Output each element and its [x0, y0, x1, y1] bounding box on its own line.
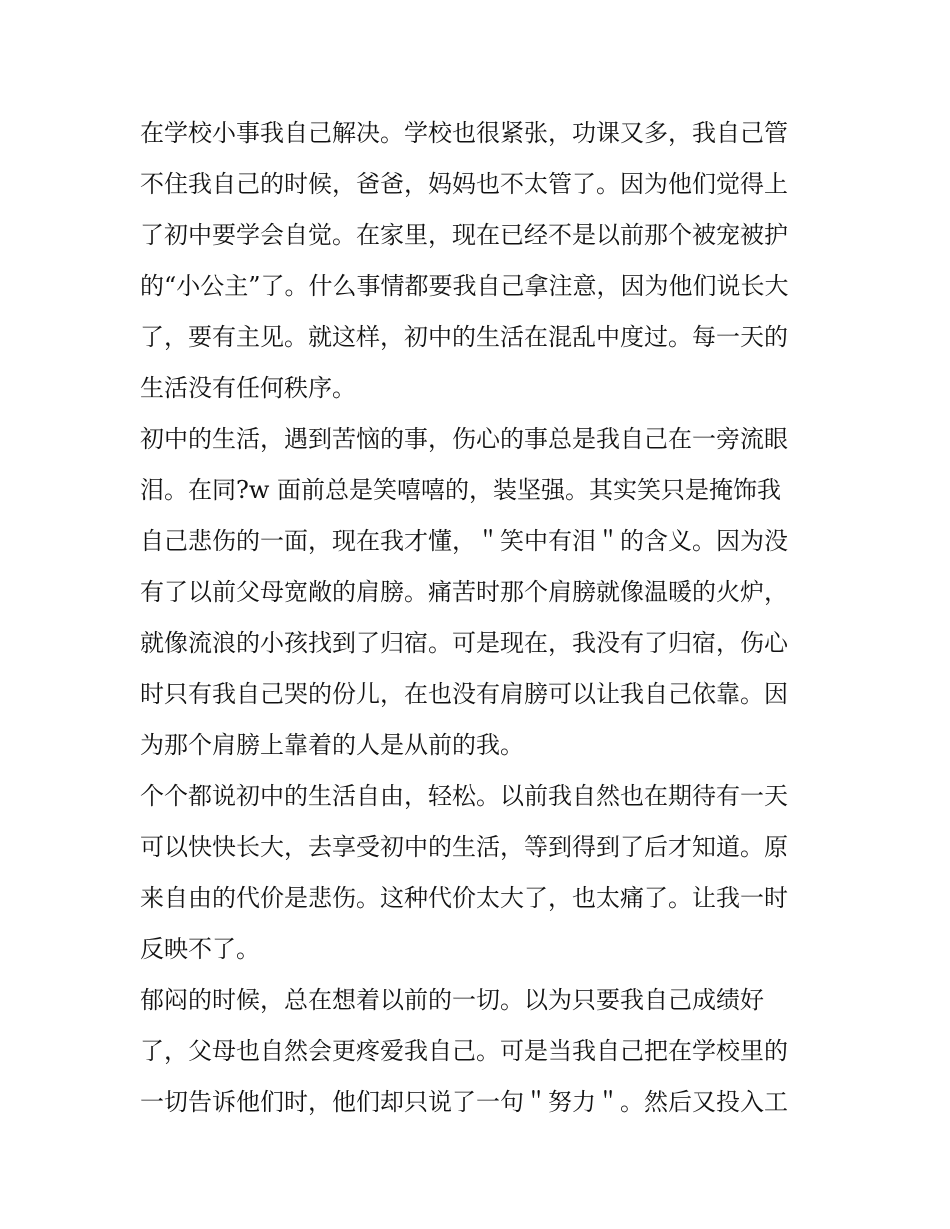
- text-line: 反映不了。: [140, 935, 260, 963]
- text-line: 个个都说初中的生活自由，轻松。以前我自然也在期待有一天: [140, 782, 788, 810]
- text-line: 了初中要学会自觉。在家里，现在已经不是以前那个被宠被护: [140, 221, 788, 249]
- text-line: 就像流浪的小孩找到了归宿。可是现在，我没有了归宿，伤心: [140, 629, 788, 657]
- text-line: 一切告诉他们时，他们却只说了一句＂努力＂。然后又投入工: [140, 1088, 788, 1116]
- text-line: 有了以前父母宽敞的肩膀。痛苦时那个肩膀就像温暖的火炉，: [140, 578, 788, 606]
- text-line: 时只有我自己哭的份儿，在也没有肩膀可以让我自己依靠。因: [140, 680, 788, 708]
- text-line: 的“小公主”了。什么事情都要我自己拿注意，因为他们说长大: [140, 272, 789, 300]
- text-line: 为那个肩膀上靠着的人是从前的我。: [140, 731, 524, 759]
- body-text: [140, 108, 820, 1128]
- text-line: 了，父母也自然会更疼爱我自己。可是当我自己把在学校里的: [140, 1037, 788, 1065]
- text-line: 郁闷的时候，总在想着以前的一切。以为只要我自己成绩好: [140, 986, 764, 1014]
- text-line: 生活没有任何秩序。: [140, 374, 356, 402]
- text-line: 初中的生活，遇到苦恼的事，伤心的事总是我自己在一旁流眼: [140, 425, 788, 453]
- text-line: 可以快快长大，去享受初中的生活，等到得到了后才知道。原: [140, 833, 788, 861]
- text-line: 来自由的代价是悲伤。这种代价太大了，也太痛了。让我一时: [140, 884, 788, 912]
- text-line: 泪。在同?w 面前总是笑嘻嘻的，装坚强。其实笑只是掩饰我: [140, 476, 782, 504]
- text-line: 不住我自己的时候，爸爸，妈妈也不太管了。因为他们觉得上: [140, 170, 788, 198]
- text-line: 自己悲伤的一面，现在我才懂，＂笑中有泪＂的含义。因为没: [140, 527, 788, 555]
- text-line: 在学校小事我自己解决。学校也很紧张，功课又多，我自己管: [140, 119, 788, 147]
- text-line: 了，要有主见。就这样，初中的生活在混乱中度过。每一天的: [140, 323, 788, 351]
